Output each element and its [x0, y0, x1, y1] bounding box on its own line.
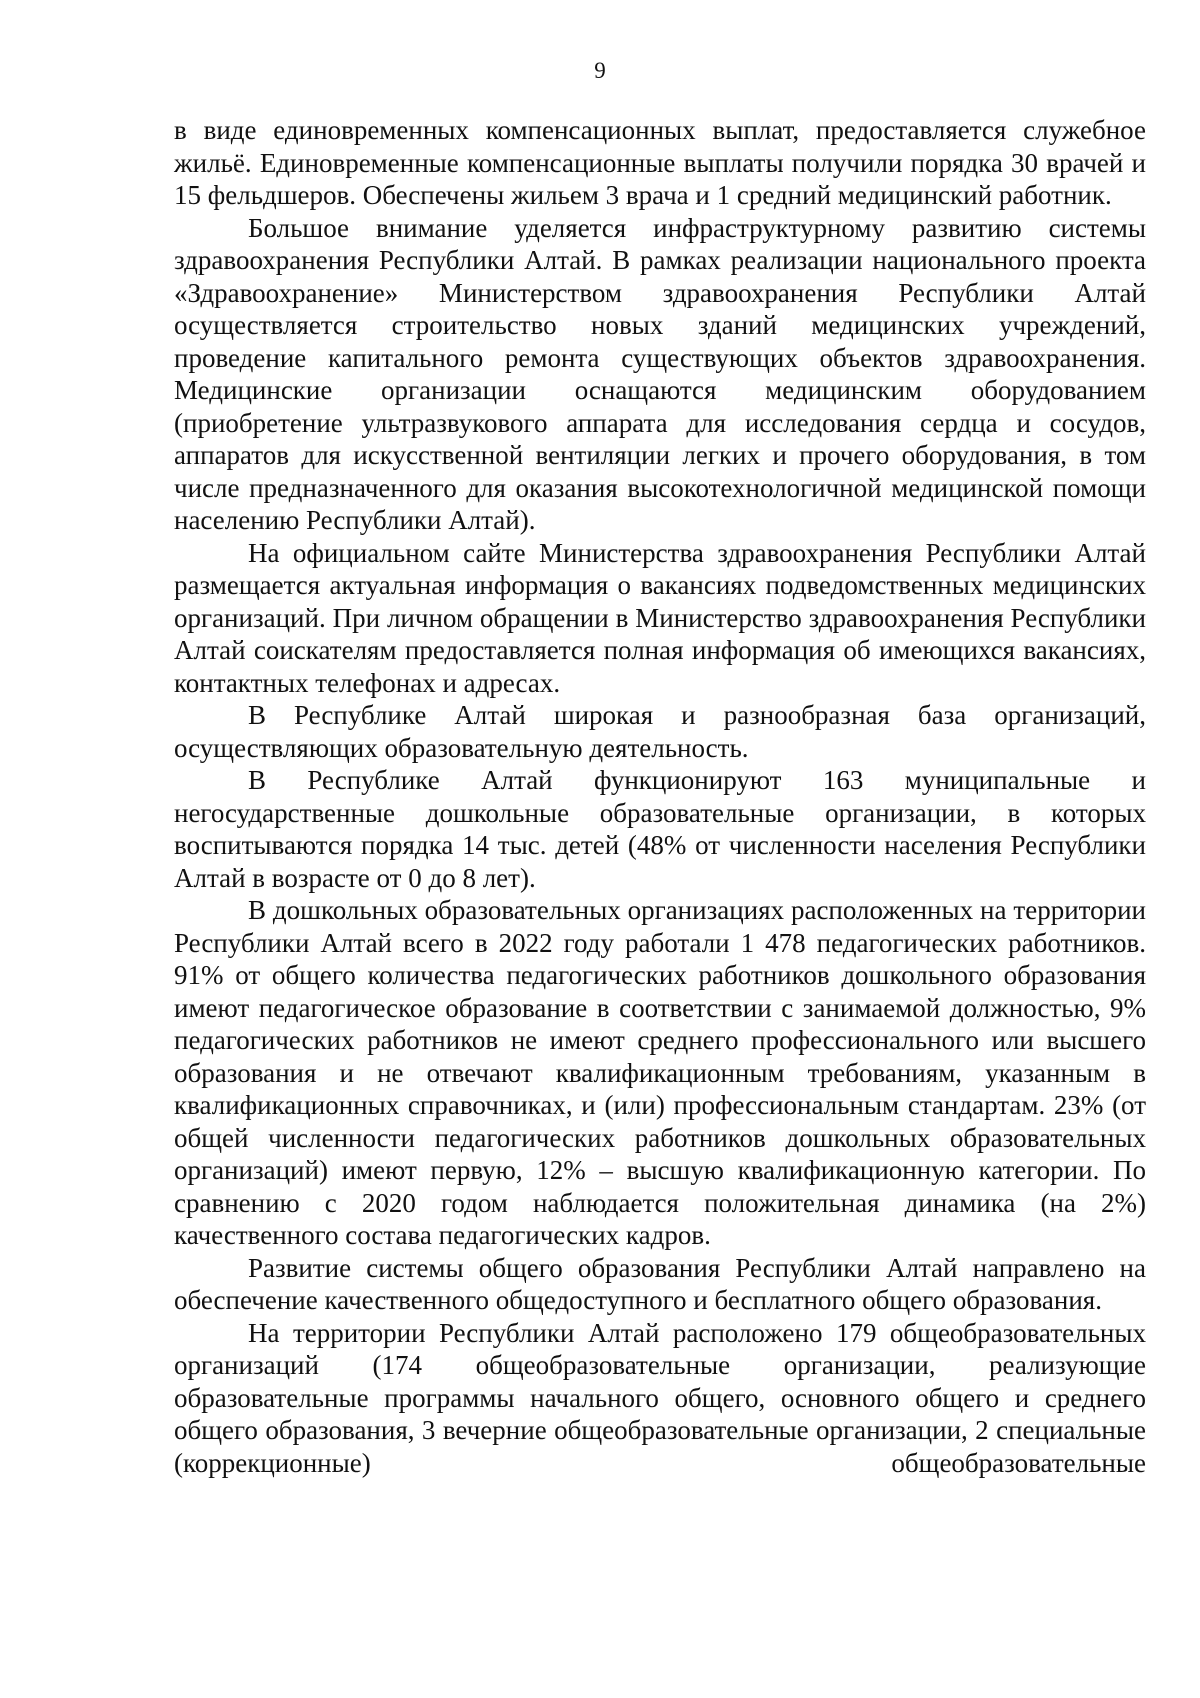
page-number: 9: [594, 58, 606, 83]
paragraph-vacancies: На официальном сайте Министерства здравоохранения Республики Алтай размещается актуальная информация о вакансиях подведомственных медицинских организаций. При личном обращении в Министерство здравоохранения Республики Алтай соискателям предоставляется полная информация об имеющихся вакансиях, контактных телефонах и адресах.: [174, 537, 1146, 698]
paragraph-education-base: В Республике Алтай широкая и разнообразная база организаций, осуществляющих образовательную деятельность.: [174, 700, 1146, 763]
paragraph-preschool-staff: В дошкольных образовательных организациях расположенных на территории Республики Алтай всего в 2022 году работали 1 478 педагогических работников. 91% от общего количества педагогических работников дошкольного образования имеют педагогическое образование в соответствии с занимаемой должностью, 9% педагогических работников не имеют среднего профессионального или высшего образования и не отвечают квалификационным требованиям, указанным в квалификационных справочниках, и (или) профессиональным стандартам. 23% (от общей численности педагогических работников дошкольных образовательных организаций) имеют первую, 12% – высшую квалификационную категории. По сравнению с 2020 годом наблюдается положительная динамика (на 2%) качественного состава педагогических кадров.: [174, 895, 1146, 1250]
paragraph-infrastructure: Большое внимание уделяется инфраструктурному развитию системы здравоохранения Республики Алтай. В рамках реализации национального проекта «Здравоохранение» Министерством здравоохранения Республики Алтай осуществляется строительство новых зданий медицинских учреждений, проведение капитального ремонта существующих объектов здравоохранения. Медицинские организации оснащаются медицинским оборудованием (приобретение ультразвукового аппарата для исследования сердца и сосудов, аппаратов для искусственной вентиляции легких и прочего оборудования, в том числе предназначенного для оказания высокотехнологичной медицинской помощи населению Республики Алтай).: [174, 212, 1146, 535]
paragraph-continuation: в виде единовременных компенсационных выплат, предоставляется служебное жильё. Единовременные компенсационные выплаты получили порядка 30 врачей и 15 фельдшеров. Обеспечены жильем 3 врача и 1 средний медицинский работник.: [174, 115, 1146, 210]
paragraph-preschool-organizations: В Республике Алтай функционируют 163 муниципальные и негосударственные дошкольные образовательные организации, в которых воспитываются порядка 14 тыс. детей (48% от численности населения Республики Алтай в возрасте от 0 до 8 лет).: [174, 765, 1146, 893]
document-body: [174, 114, 1146, 1479]
paragraph-general-schools: На территории Республики Алтай расположено 179 общеобразовательных организаций (174 общеобразовательные организации, реализующие образовательные программы начального общего, основного общего и среднего общего образования, 3 вечерние общеобразовательные организации, 2 специальные (коррекционные) общеобразовательные: [174, 1317, 1146, 1478]
paragraph-general-education: Развитие системы общего образования Республики Алтай направлено на обеспечение качественного общедоступного и бесплатного общего образования.: [174, 1252, 1146, 1315]
